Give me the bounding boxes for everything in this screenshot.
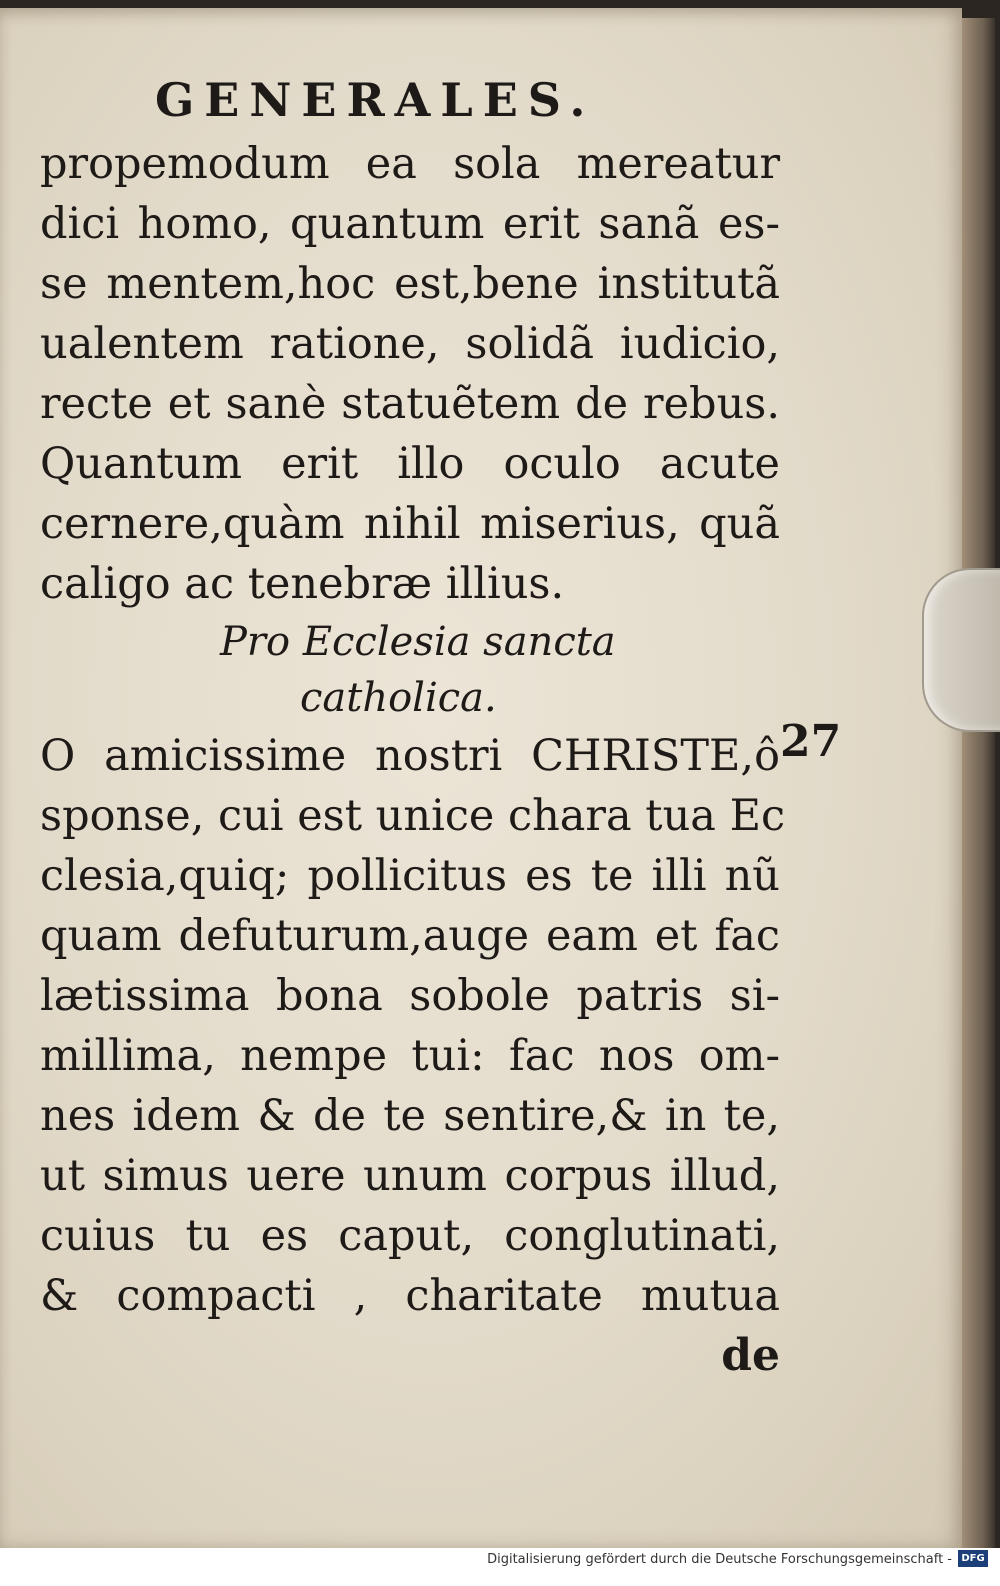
text-line: caligo ac tenebræ illius. [40,559,565,609]
text-line: ualentem ratione, solidã iudicio, [40,319,780,369]
text-line: cuius tu es caput, conglutinati, [40,1211,780,1261]
page-text [40,70,786,1386]
catchword: de [721,1330,780,1381]
text-line: O amicissime nostri CHRISTE,ô [40,731,780,781]
book-clasp [922,568,1000,732]
text-line: ut simus uere unum corpus illud, [40,1151,780,1201]
text-line: nes idem & de te sentire,& in te, [40,1091,780,1141]
text-line: sponse, cui est unice chara tua Ec [40,791,786,841]
text-line: dici homo, quantum erit sanã es- [40,199,780,249]
section-heading: Pro Ecclesia sancta [220,619,616,665]
running-header: GENERALES. [155,73,596,127]
folio-number: 27 [780,716,842,767]
text-line: recte et sanè statuẽtem de rebus. [40,379,780,429]
text-line: Quantum erit illo oculo acute [40,439,780,489]
text-line: & compacti , charitate mutua [40,1271,780,1321]
text-line: millima, nempe tui: fac nos om- [40,1031,780,1081]
footer-credit: Digitalisierung gefördert durch die Deutsche Forschungsgemeinschaft - [487,1552,952,1567]
text-line: cernere,quàm nihil miserius, quã [40,499,780,549]
text-line: propemodum ea sola mereatur [40,139,780,189]
section-heading: catholica. [300,675,497,721]
text-line: lætissima bona sobole patris si- [40,971,780,1021]
text-line: se mentem,hoc est,bene institutã [40,259,780,309]
dfg-logo-icon: DFG [958,1550,988,1567]
text-line: clesia,quiq; pollicitus es te illi nũ [40,851,780,901]
text-line: quam defuturum,auge eam et fac [40,911,780,961]
